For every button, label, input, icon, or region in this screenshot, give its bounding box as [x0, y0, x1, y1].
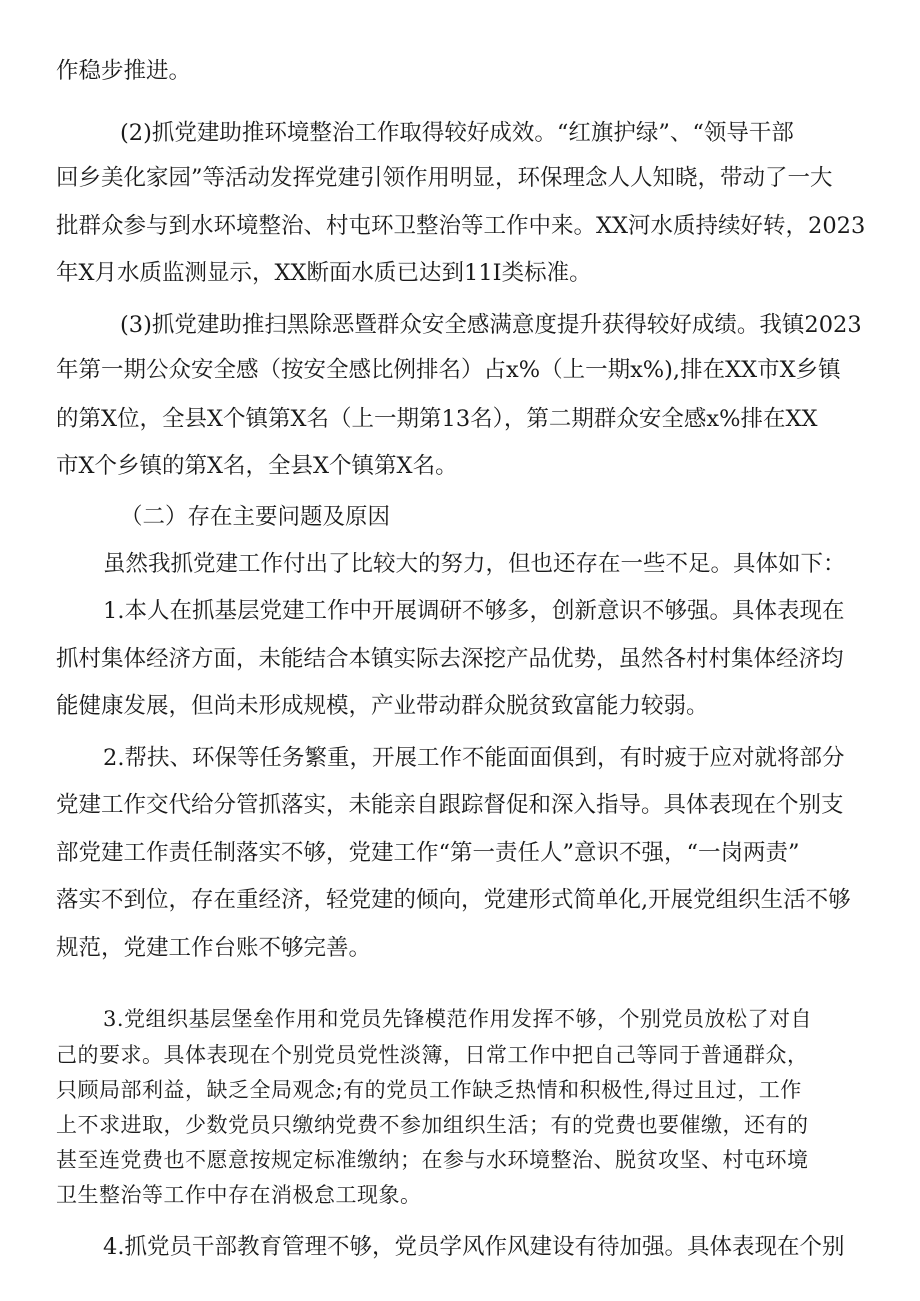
paragraph-line: 抓村集体经济方面，未能结合本镇实际去深挖产品优势，虽然各村村集体经济均 [56, 646, 844, 672]
paragraph-line: 己的要求。具体表现在个别党员党性淡簿，日常工作中把自己等同于普通群众， [56, 1043, 809, 1067]
paragraph-line: 规范，党建工作台账不够完善。 [56, 935, 372, 961]
paragraph-line: 批群众参与到水环境整治、村屯环卫整治等工作中来。XX河水质持续好转，2023 [56, 213, 866, 239]
paragraph-line: 4.抓党员干部教育管理不够，党员学风作风建设有待加强。具体表现在个别 [103, 1234, 845, 1260]
paragraph-line: 1.本人在抓基层党建工作中开展调研不够多，创新意识不够强。具体表现在 [103, 598, 845, 624]
paragraph-line: 虽然我抓党建工作付出了比较大的努力，但也还存在一些不足。具体如下： [103, 551, 846, 577]
paragraph-line: 作稳步推进。 [56, 58, 192, 84]
paragraph-line: (3)抓党建助推扫黑除恶暨群众安全感满意度提升获得较好成绩。我镇2023 [120, 312, 862, 338]
paragraph-line: 卫生整治等工作中存在消极怠工现象。 [56, 1183, 422, 1207]
paragraph-line: 甚至连党费也不愿意按规定标准缴纳；在参与水环境整治、脱贫攻坚、村屯环境 [56, 1148, 809, 1172]
paragraph-line: (2)抓党建助推环境整治工作取得较好成效。“红旗护绿”、“领导干部 [120, 120, 794, 146]
paragraph-line: 2.帮扶、环保等任务繁重，开展工作不能面面俱到，有时疲于应对就将部分 [103, 745, 845, 771]
paragraph-line: 的第X位，全县X个镇第X名（上一期第13名），第二期群众安全感x%排在XX [56, 406, 818, 432]
paragraph-line: 回乡美化家园”等活动发挥党建引领作用明显，环保理念人人知晓，带动了一大 [56, 165, 833, 191]
paragraph-line: 党建工作交代给分管抓落实，未能亲自跟踪督促和深入指导。具体表现在个别支 [56, 792, 844, 818]
paragraph-line: 落实不到位，存在重经济，轻党建的倾向，党建形式简单化,开展党组织生活不够 [56, 887, 851, 913]
paragraph-line: 年X月水质监测显示，XX断面水质已达到11I类标准。 [56, 260, 592, 286]
section-heading: （二）存在主要问题及原因 [120, 504, 391, 530]
paragraph-line: 3.党组织基层堡垒作用和党员先锋模范作用发挥不够，个别党员放松了对自 [103, 1007, 813, 1031]
paragraph-line: 上不求进取，少数党员只缴纳党费不参加组织生活；有的党费也要催缴，还有的 [56, 1113, 809, 1137]
paragraph-line: 市X个乡镇的第X名，全县X个镇第X名。 [56, 453, 458, 479]
paragraph-line: 年第一期公众安全感（按安全感比例排名）占x%（上一期x%),排在XX市X乡镇 [56, 357, 841, 383]
paragraph-line: 部党建工作责任制落实不够，党建工作“第一责任人”意识不强，“一岗两责” [56, 840, 800, 866]
paragraph-line: 只顾局部利益，缺乏全局观念;有的党员工作缺乏热情和积极性,得过且过，工作 [56, 1078, 802, 1102]
paragraph-line: 能健康发展，但尚未形成规模，产业带动群众脱贫致富能力较弱。 [56, 693, 709, 719]
